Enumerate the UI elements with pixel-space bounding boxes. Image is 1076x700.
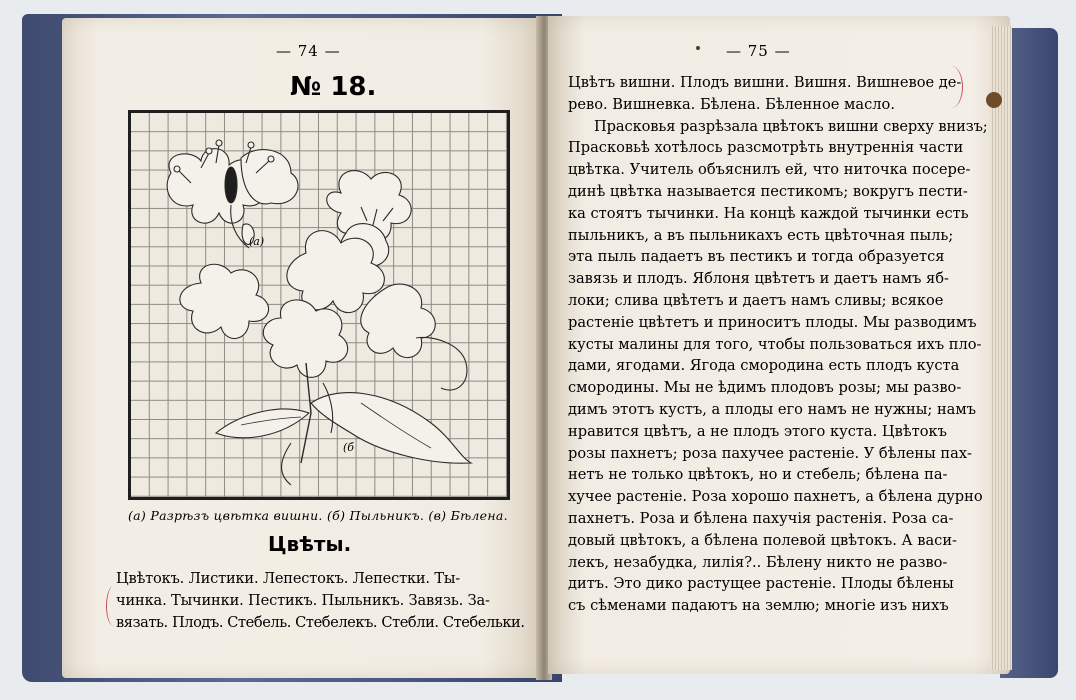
figure-label-a: (a) bbox=[249, 235, 265, 248]
text-line: съ сѣменами падаютъ на землю; многіе изъ нихъ bbox=[568, 597, 949, 615]
left-page-number: — 74 — bbox=[276, 42, 341, 60]
text-line: пыльникъ, а въ пыльникахъ есть цвѣточная пыль; bbox=[568, 226, 954, 244]
text-line: нетъ не только цвѣтокъ, но и стебель; бѣлена па- bbox=[568, 466, 948, 484]
text-line: розы пахнетъ; роза пахучее растеніе. У бѣлены пах- bbox=[568, 444, 972, 462]
text-line: чинка. Тычинки. Пестикъ. Пыльникъ. Завязь. За- bbox=[116, 591, 490, 609]
figure-label-b: (б bbox=[343, 441, 355, 454]
section-title: Цвѣты. bbox=[268, 532, 352, 556]
text-line: дитъ. Это дико растущее растеніе. Плоды бѣлены bbox=[568, 575, 954, 593]
text-line: локи; слива цвѣтетъ и даетъ намъ сливы; всякое bbox=[568, 291, 944, 309]
text-line: Прасковьѣ хотѣлось разсмотрѣть внутреннія части bbox=[568, 139, 964, 157]
figure-caption: (а) Разрѣзъ цвѣтка вишни. (б) Пыльникъ. (в) Бѣлена. bbox=[128, 508, 508, 523]
text-line: Цвѣтъ вишни. Плодъ вишни. Вишня. Вишневое де- bbox=[568, 74, 962, 91]
text-line: завязь и плодъ. Яблоня цвѣтетъ и даетъ намъ яб- bbox=[568, 270, 949, 288]
text-line: дами, ягодами. Ягода смородина есть плодъ куста bbox=[568, 357, 960, 375]
page-edges bbox=[990, 26, 1012, 670]
flower-drawing bbox=[131, 113, 507, 497]
text-line: вязать. Плодъ. Стебель. Стебелекъ. Стебли. Стебельки. bbox=[116, 613, 525, 631]
text-line: кусты малины для того, чтобы пользоваться ихъ пло- bbox=[568, 335, 982, 353]
botanical-figure bbox=[128, 110, 510, 500]
text-line: Прасковья разрѣзала цвѣтокъ вишни сверху внизъ; bbox=[594, 117, 988, 135]
text-line: Цвѣтокъ. Листики. Лепестокъ. Лепестки. Ты- bbox=[116, 570, 461, 587]
text-line: рево. Вишневка. Бѣлена. Бѣленное масло. bbox=[568, 95, 895, 113]
text-line: нравится цвѣтъ, а не плодъ этого куста. Цвѣтокъ bbox=[568, 422, 947, 440]
right-page-number: — 75 — bbox=[726, 42, 791, 60]
pen-mark bbox=[106, 586, 121, 626]
text-line: эта пыль падаетъ въ пестикъ и тогда образуется bbox=[568, 248, 945, 266]
ink-dot bbox=[696, 46, 700, 50]
text-line: димъ этотъ кустъ, а плоды его намъ не нужны; намъ bbox=[568, 400, 977, 418]
text-line: цвѣтка. Учитель объяснилъ ей, что ниточка посере- bbox=[568, 161, 971, 179]
text-line: довый цвѣтокъ, а бѣлена полевой цвѣтокъ. А васи- bbox=[568, 531, 957, 549]
binding-hole bbox=[986, 92, 1002, 108]
text-line: растеніе цвѣтетъ и приноситъ плоды. Мы разводимъ bbox=[568, 313, 977, 331]
text-line: динѣ цвѣтка называется пестикомъ; вокругъ пести- bbox=[568, 182, 968, 200]
text-line: хучее растеніе. Роза хорошо пахнетъ, а бѣлена дурно bbox=[568, 488, 983, 506]
left-page-text bbox=[116, 568, 525, 633]
right-page-text bbox=[568, 72, 988, 617]
pen-mark bbox=[940, 66, 963, 108]
lesson-number: № 18. bbox=[290, 72, 377, 102]
text-line: смородины. Мы не ѣдимъ плодовъ розы; мы разво- bbox=[568, 379, 962, 397]
text-line: пахнетъ. Роза и бѣлена пахучія растенія. Роза са- bbox=[568, 509, 954, 527]
text-line: ка стоятъ тычинки. На концѣ каждой тычинки есть bbox=[568, 204, 969, 222]
text-line: лекъ, незабудка, лилія?.. Бѣлену никто не разво- bbox=[568, 553, 948, 571]
